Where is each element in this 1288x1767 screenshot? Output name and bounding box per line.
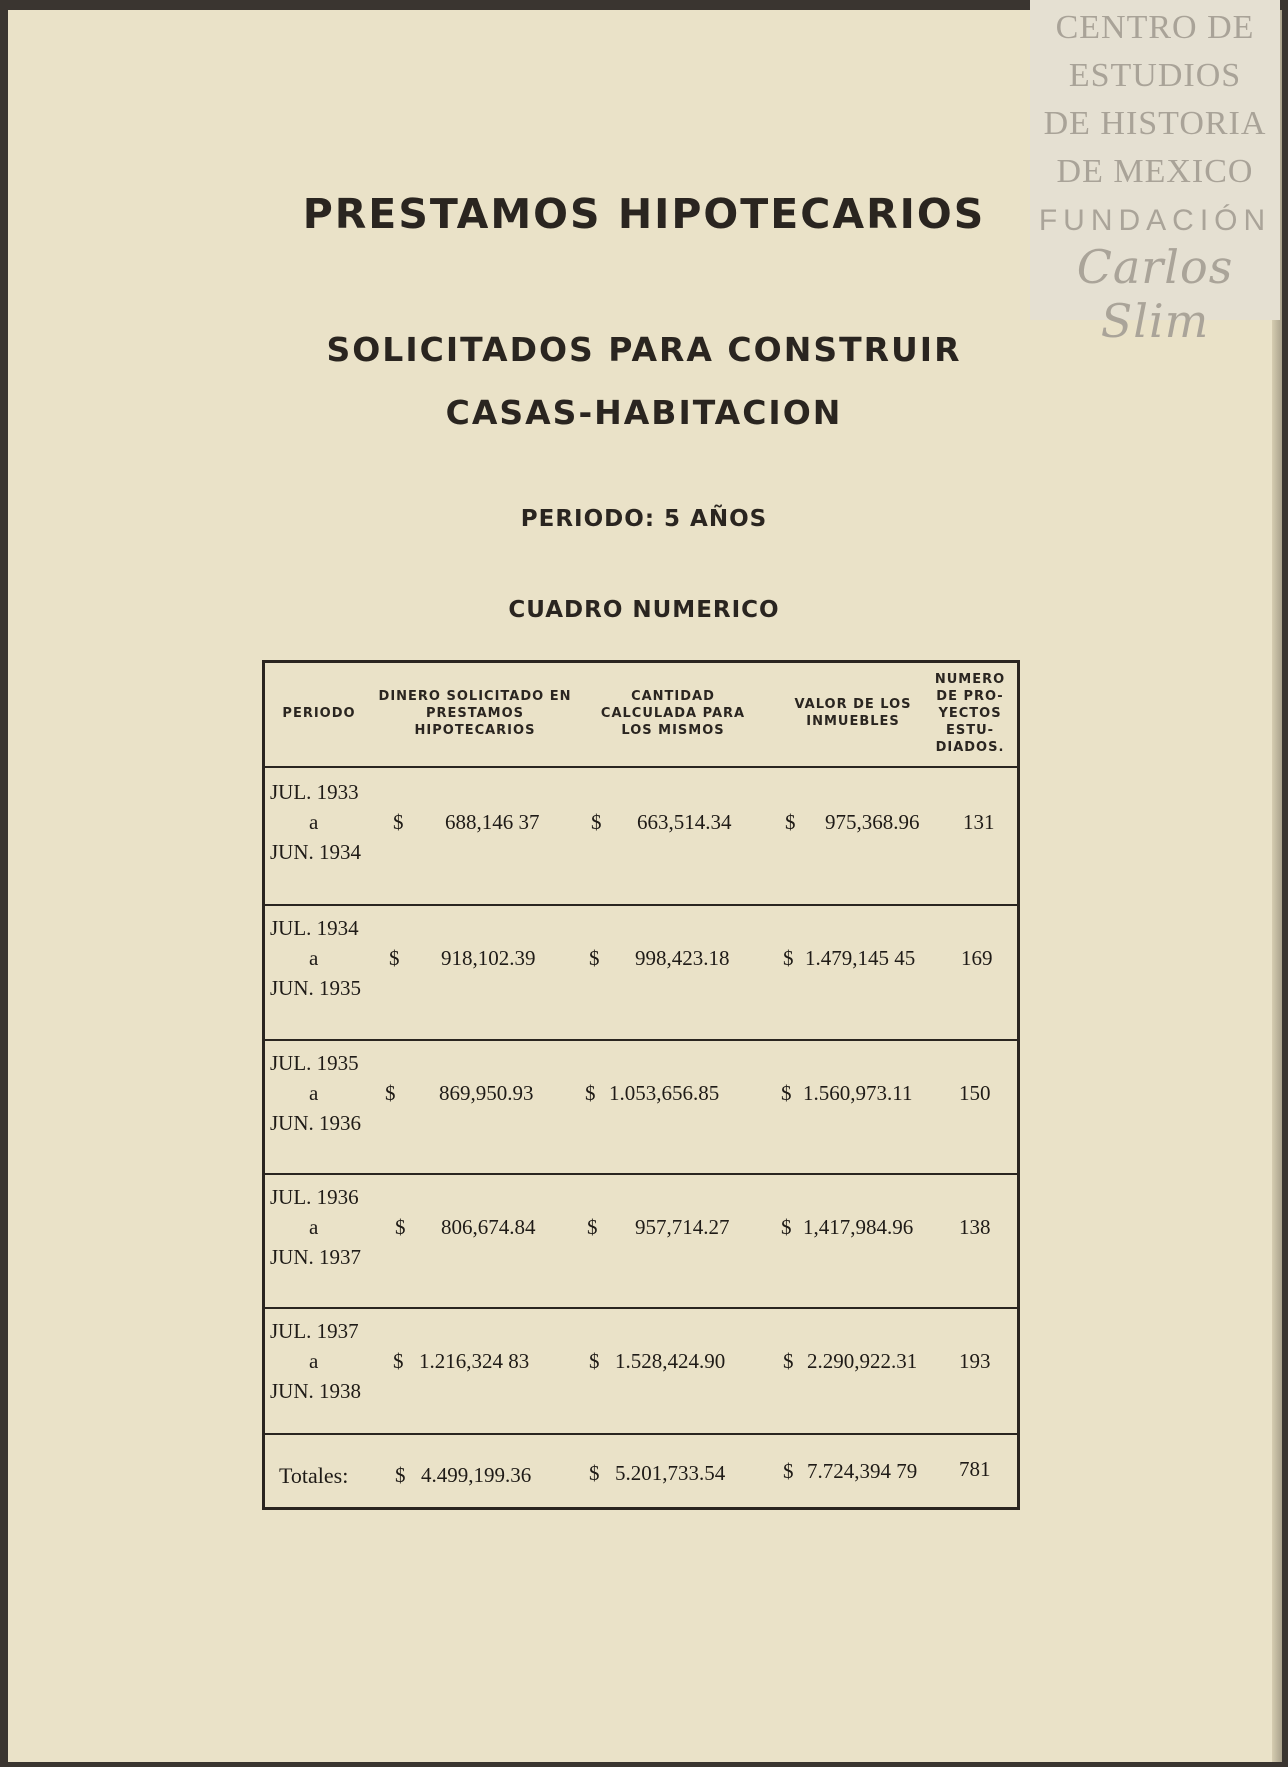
totals-label: Totales: — [279, 1463, 349, 1488]
valor-value: 1,417,984.96 — [803, 1215, 914, 1239]
dinero-value: 918,102.39 — [441, 946, 536, 970]
currency-sign: $ — [781, 1215, 792, 1239]
period-from: JUL. 1934 — [270, 916, 359, 940]
watermark-foundation: FUNDACIÓN — [1038, 204, 1272, 237]
cantidad-value: 1.528,424.90 — [615, 1349, 726, 1373]
watermark-stamp — [1030, 0, 1280, 348]
period-to: JUN. 1934 — [270, 840, 362, 864]
header-numero: NUMERO DE PRO- YECTOS ESTU- DIADOS. — [934, 671, 1006, 755]
period-connector: a — [309, 1349, 319, 1373]
period-from: JUL. 1933 — [270, 780, 359, 804]
period-connector: a — [309, 1215, 319, 1239]
currency-sign: $ — [395, 1215, 406, 1239]
cantidad-value: 1.053,656.85 — [609, 1081, 720, 1105]
cantidad-value: 957,714.27 — [635, 1215, 730, 1239]
period-connector: a — [309, 946, 319, 970]
currency-sign: $ — [589, 946, 600, 970]
currency-sign: $ — [393, 810, 404, 834]
table-title: CUADRO NUMERICO — [508, 597, 780, 623]
cantidad-value: 663,514.34 — [637, 810, 732, 834]
currency-sign: $ — [585, 1081, 596, 1105]
watermark-line: CENTRO DE — [1055, 9, 1255, 46]
page-title: PRESTAMOS HIPOTECARIOS — [302, 190, 986, 238]
cantidad-value: 998,423.18 — [635, 946, 730, 970]
totals-valor: 7.724,394 79 — [807, 1459, 918, 1483]
table-row — [265, 1309, 1017, 1442]
currency-sign: $ — [395, 1463, 406, 1487]
period-connector: a — [309, 1081, 319, 1105]
watermark-signature: Carlos Slim — [1076, 240, 1234, 348]
period-label: PERIODO: 5 AÑOS — [520, 506, 768, 532]
header-dinero: DINERO SOLICITADO EN PRESTAMOS HIPOTECARIOS — [378, 688, 572, 738]
totals-cantidad: 5.201,733.54 — [615, 1461, 726, 1485]
dinero-value: 688,146 37 — [445, 810, 540, 834]
period-from: JUL. 1935 — [270, 1051, 359, 1075]
totals-row — [265, 1435, 1017, 1505]
valor-value: 1.560,973.11 — [803, 1081, 913, 1105]
period-to: JUN. 1937 — [270, 1245, 362, 1269]
currency-sign: $ — [591, 810, 602, 834]
currency-sign: $ — [785, 810, 796, 834]
currency-sign: $ — [385, 1081, 396, 1105]
valor-value: 975,368.96 — [825, 810, 920, 834]
numero-value: 150 — [959, 1081, 991, 1105]
currency-sign: $ — [781, 1081, 792, 1105]
currency-sign: $ — [589, 1461, 600, 1485]
table-row — [265, 906, 1017, 1039]
numero-value: 169 — [961, 946, 993, 970]
header-divider — [265, 766, 1017, 768]
period-to: JUN. 1938 — [270, 1379, 362, 1403]
table-row — [265, 770, 1017, 903]
table-header — [265, 663, 1017, 766]
header-cantidad: CANTIDAD CALCULADA PARA LOS MISMOS — [600, 688, 746, 738]
header-periodo: PERIODO — [282, 705, 356, 721]
period-to: JUN. 1936 — [270, 1111, 362, 1135]
valor-value: 1.479,145 45 — [805, 946, 916, 970]
currency-sign: $ — [783, 946, 794, 970]
valor-value: 2.290,922.31 — [807, 1349, 918, 1373]
numero-value: 138 — [959, 1215, 991, 1239]
table-row — [265, 1175, 1017, 1308]
period-from: JUL. 1937 — [270, 1319, 359, 1343]
currency-sign: $ — [389, 946, 400, 970]
numero-value: 193 — [959, 1349, 991, 1373]
currency-sign: $ — [589, 1349, 600, 1373]
watermark-line: ESTUDIOS — [1068, 57, 1242, 94]
currency-sign: $ — [783, 1459, 794, 1483]
currency-sign: $ — [393, 1349, 404, 1373]
period-from: JUL. 1936 — [270, 1185, 359, 1209]
dinero-value: 869,950.93 — [439, 1081, 534, 1105]
currency-sign: $ — [783, 1349, 794, 1373]
page-subtitle-2: CASAS-HABITACION — [445, 393, 843, 432]
page-subtitle-1: SOLICITADOS PARA CONSTRUIR — [326, 330, 962, 369]
watermark-line: DE HISTORIA — [1043, 105, 1267, 142]
period-connector: a — [309, 810, 319, 834]
table-row — [265, 1041, 1017, 1174]
dinero-value: 1.216,324 83 — [419, 1349, 530, 1373]
numeric-table — [262, 660, 1020, 1510]
dinero-value: 806,674.84 — [441, 1215, 536, 1239]
period-to: JUN. 1935 — [270, 976, 362, 1000]
currency-sign: $ — [587, 1215, 598, 1239]
totals-dinero: 4.499,199.36 — [421, 1463, 532, 1487]
header-valor: VALOR DE LOS INMUEBLES — [794, 697, 912, 729]
watermark-line: DE MEXICO — [1056, 153, 1254, 190]
totals-numero: 781 — [959, 1457, 991, 1481]
numero-value: 131 — [963, 810, 995, 834]
